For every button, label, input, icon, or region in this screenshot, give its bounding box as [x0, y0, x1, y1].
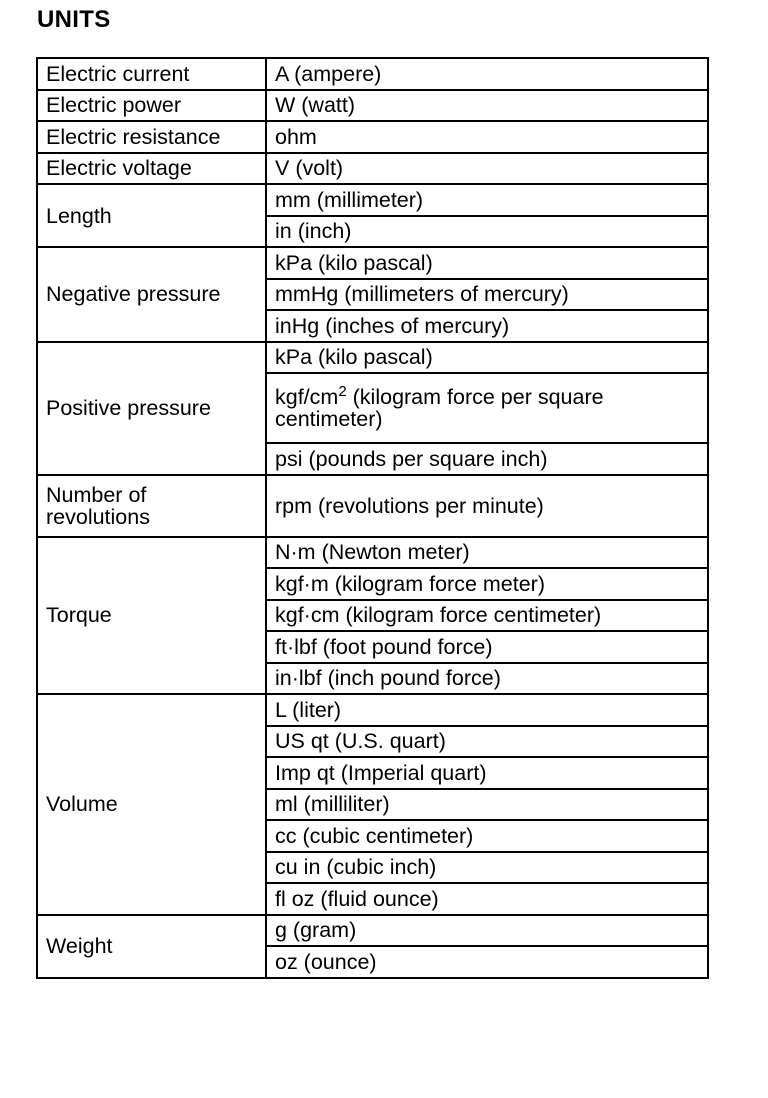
quantity-label: Electric voltage	[46, 156, 192, 181]
unit-superscript: 2	[338, 383, 347, 400]
unit-label: ohm	[275, 124, 317, 149]
unit-cell	[266, 726, 708, 758]
units-table	[36, 57, 709, 979]
unit-cell	[266, 915, 708, 947]
unit-label: mm (millimeter)	[275, 187, 424, 212]
unit-label: kPa (kilo pascal)	[275, 250, 433, 275]
unit-cell	[266, 820, 708, 852]
unit-label: in·lbf (inch pound force)	[275, 666, 501, 691]
quantity-cell	[37, 694, 266, 915]
unit-label: rpm (revolutions per minute)	[275, 493, 544, 518]
unit-cell	[266, 568, 708, 600]
quantity-label: Length	[46, 203, 112, 228]
units-table-body	[37, 58, 708, 978]
unit-label: g (gram)	[275, 918, 357, 943]
unit-cell	[266, 90, 708, 122]
unit-cell	[266, 883, 708, 915]
quantity-cell	[37, 475, 266, 537]
unit-cell	[266, 279, 708, 311]
unit-label: cu in (cubic inch)	[275, 855, 437, 880]
quantity-label: Number of revolutions	[46, 482, 150, 529]
unit-label: N·m (Newton meter)	[275, 540, 470, 565]
unit-cell	[266, 58, 708, 90]
unit-label: ft·lbf (foot pound force)	[275, 634, 493, 659]
unit-cell	[266, 121, 708, 153]
unit-label: ml (milliliter)	[275, 792, 390, 817]
quantity-label: Negative pressure	[46, 282, 221, 307]
table-row	[37, 90, 708, 122]
table-row	[37, 58, 708, 90]
unit-cell	[266, 694, 708, 726]
unit-label: A (ampere)	[275, 61, 382, 86]
unit-cell	[266, 537, 708, 569]
unit-cell	[266, 443, 708, 475]
unit-cell	[266, 247, 708, 279]
unit-label: V (volt)	[275, 156, 344, 181]
table-row	[37, 342, 708, 374]
unit-label: inHg (inches of mercury)	[275, 313, 510, 338]
unit-cell	[266, 757, 708, 789]
table-row	[37, 247, 708, 279]
quantity-cell	[37, 537, 266, 695]
table-row	[37, 915, 708, 947]
quantity-label: Volume	[46, 792, 118, 817]
quantity-label: Electric current	[46, 61, 190, 86]
unit-label: kgf·m (kilogram force meter)	[275, 571, 545, 596]
quantity-label: Positive pressure	[46, 396, 211, 420]
quantity-label: Electric power	[46, 93, 182, 118]
quantity-cell	[37, 90, 266, 122]
unit-label: psi (pounds per square inch)	[275, 446, 548, 471]
unit-label: kPa (kilo pascal)	[275, 345, 433, 370]
quantity-cell	[37, 342, 266, 475]
table-row	[37, 694, 708, 726]
table-row	[37, 184, 708, 216]
unit-cell	[266, 663, 708, 695]
unit-cell	[266, 475, 708, 537]
unit-cell	[266, 946, 708, 978]
quantity-cell	[37, 121, 266, 153]
quantity-label: Weight	[46, 934, 113, 958]
unit-label: in (inch)	[275, 219, 352, 244]
unit-cell	[266, 342, 708, 374]
table-row	[37, 121, 708, 153]
unit-cell	[266, 852, 708, 884]
quantity-label: Electric resistance	[46, 124, 221, 149]
unit-label: Imp qt (Imperial quart)	[275, 760, 487, 785]
unit-label: fl oz (fluid ounce)	[275, 886, 439, 911]
unit-cell	[266, 153, 708, 185]
quantity-cell	[37, 153, 266, 185]
quantity-cell	[37, 184, 266, 247]
table-row	[37, 475, 708, 537]
quantity-cell	[37, 247, 266, 342]
table-row	[37, 537, 708, 569]
unit-label: kgf·cm (kilogram force centimeter)	[275, 603, 602, 628]
table-row	[37, 153, 708, 185]
unit-label-tail: (kilogram force per square centimeter)	[275, 385, 604, 431]
unit-cell	[266, 310, 708, 342]
unit-cell	[266, 373, 708, 443]
page-title: UNITS	[37, 6, 111, 33]
unit-label: kgf/cm	[275, 385, 339, 409]
unit-cell	[266, 631, 708, 663]
unit-label: oz (ounce)	[275, 949, 377, 974]
unit-cell	[266, 216, 708, 248]
unit-label: US qt (U.S. quart)	[275, 729, 446, 754]
unit-cell	[266, 789, 708, 821]
unit-label: cc (cubic centimeter)	[275, 823, 474, 848]
unit-cell	[266, 184, 708, 216]
unit-cell	[266, 600, 708, 632]
quantity-label: Torque	[46, 603, 112, 628]
quantity-cell	[37, 915, 266, 978]
unit-label: mmHg (millimeters of mercury)	[275, 282, 569, 307]
unit-label: L (liter)	[275, 697, 342, 722]
quantity-cell	[37, 58, 266, 90]
unit-label: W (watt)	[275, 93, 356, 118]
